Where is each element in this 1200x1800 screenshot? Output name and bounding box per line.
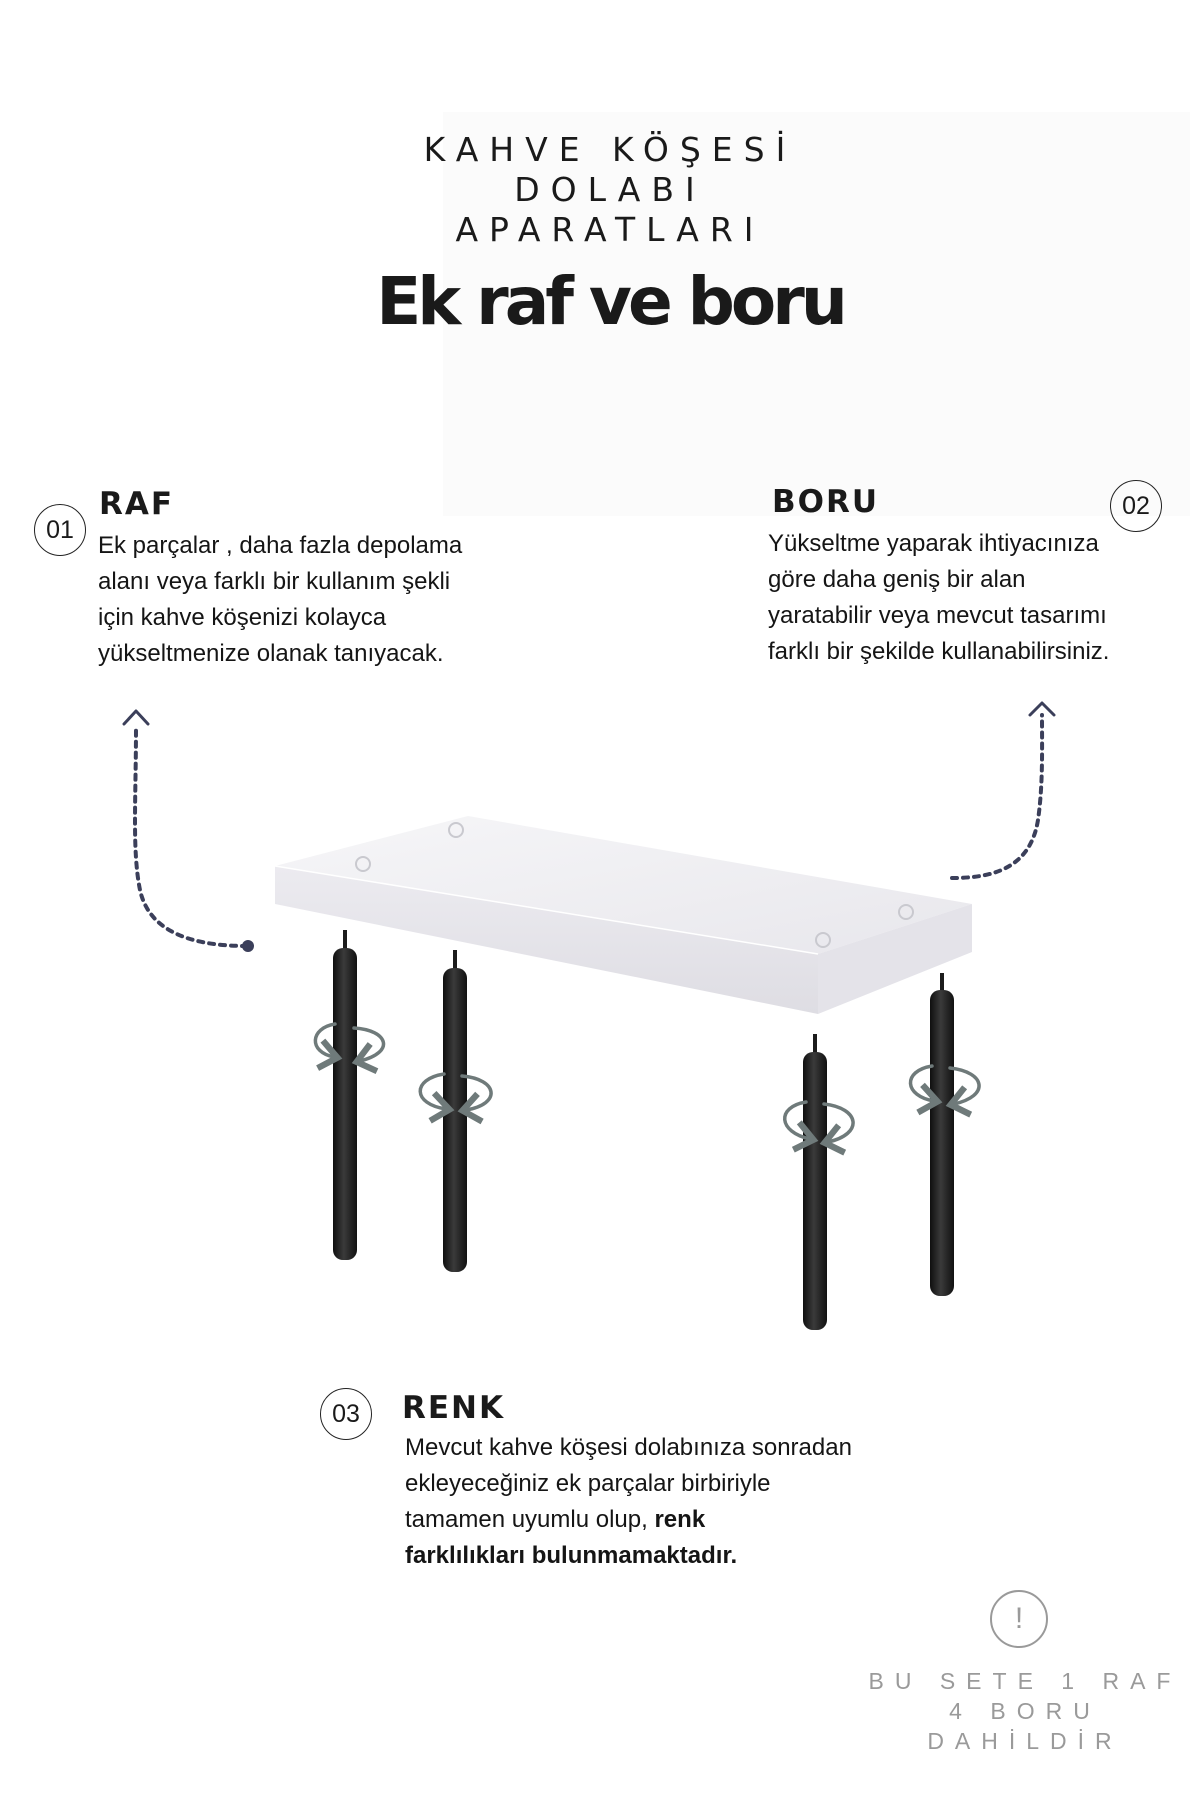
section-number-badge: 02 (1110, 480, 1162, 532)
body-line: farklı bir şekilde kullanabilirsiniz. (768, 638, 1110, 665)
exclamation-icon: ! (990, 1590, 1048, 1648)
pipe (443, 950, 467, 1272)
pipe (803, 1034, 827, 1330)
note-line: BU SETE 1 RAF (868, 1668, 1182, 1694)
body-line (405, 1538, 852, 1574)
note-line: DAHİLDİR (927, 1728, 1123, 1754)
pipe (333, 930, 357, 1260)
section-body-raf (98, 528, 462, 672)
body-line: alanı veya farklı bir kullanım şekli (98, 568, 451, 595)
section-title-raf: RAF (99, 486, 175, 522)
dotted-arrow-left (124, 711, 254, 952)
header-subtitle-line: APARATLARI (455, 210, 765, 249)
section-body-renk (405, 1430, 852, 1574)
shelf (275, 816, 972, 1014)
header-subtitle-line: DOLABI (514, 170, 706, 209)
header-subtitle (380, 130, 840, 250)
body-text: tamamen uyumlu olup, (405, 1506, 655, 1533)
section-number-badge: 03 (320, 1388, 372, 1440)
body-emphasis: renk (654, 1506, 706, 1533)
body-line: göre daha geniş bir alan (768, 566, 1026, 593)
section-number-badge: 01 (34, 504, 86, 556)
page-title: Ek raf ve boru (376, 263, 844, 340)
section-title-renk: RENK (402, 1390, 506, 1426)
package-contents-note (860, 1666, 1190, 1756)
pipe (930, 973, 954, 1296)
body-line: yükseltmenize olanak tanıyacak. (98, 640, 444, 667)
product-illustration (0, 690, 1200, 1370)
body-line: Mevcut kahve köşesi dolabınıza sonradan (405, 1434, 852, 1461)
header-subtitle-line: KAHVE KÖŞESİ (423, 130, 797, 169)
dotted-arrow-right (952, 703, 1054, 878)
body-line: ekleyeceğiniz ek parçalar birbiriyle (405, 1470, 771, 1497)
body-line: yaratabilir veya mevcut tasarımı (768, 602, 1107, 629)
note-line: 4 BORU (949, 1698, 1101, 1724)
section-body-boru (768, 526, 1109, 670)
body-line (405, 1502, 852, 1538)
body-emphasis: farklılıkları bulunmamaktadır. (405, 1542, 738, 1569)
section-title-boru: BORU (772, 484, 880, 520)
body-line: Ek parçalar , daha fazla depolama (98, 532, 463, 559)
body-line: Yükseltme yaparak ihtiyacınıza (768, 530, 1099, 557)
body-line: için kahve köşenizi kolayca (98, 604, 387, 631)
